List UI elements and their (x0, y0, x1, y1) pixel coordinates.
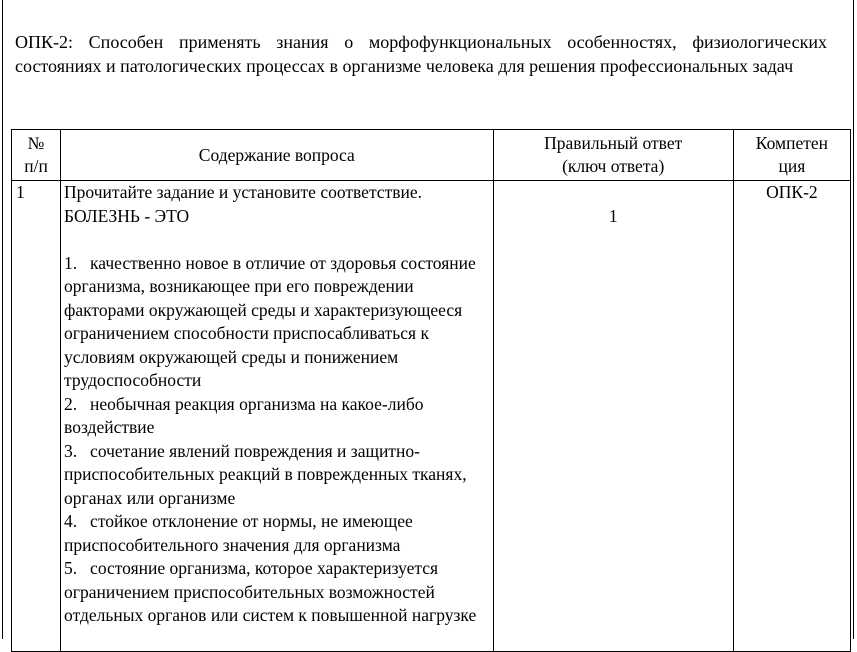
header-question: Содержание вопроса (61, 130, 494, 181)
option-item: 4. стойкое отклонение от нормы, не имеющее приспособительного значения для организма (64, 511, 413, 555)
question-content (61, 181, 494, 652)
competency-cell: ОПК-2 (733, 181, 850, 652)
question-table (11, 129, 851, 652)
option-item: 2. необычная реакция организма на какое-либо воздействие (64, 393, 424, 437)
header-number: № п/п (12, 130, 61, 181)
blank-line (64, 228, 493, 252)
competency-statement: ОПК-2: Способен применять знания о морфофункциональных особенностях, физиологических состояниях и патологических процессах в организме человека для решения профессиональных задач (15, 32, 827, 76)
row-number: 1 (12, 181, 61, 652)
option-item: 5. состояние организма, которое характеризуется ограничением приспособительных возможностей отдельных органов или систем к повышенной нагрузке (64, 558, 477, 625)
option-item: 1. качественно новое в отличие от здоровья состояние организма, возникающее при его повреждении факторами окружающей среды и характеризующееся ограничением способности приспосабливаться к условиям окружающей среды и понижением трудоспособности (64, 252, 476, 390)
answer-value: 1 (608, 205, 618, 226)
header-answer: Правильный ответ (ключ ответа) (493, 130, 733, 181)
table-header-row (12, 130, 851, 181)
option-item: 3. сочетание явлений повреждения и защитно-приспособительных реакций в поврежденных тканях, органах или организме (64, 440, 467, 508)
table-row (12, 181, 851, 652)
header-competency: Компетен ция (733, 130, 850, 181)
question-term: БОЛЕЗНЬ - ЭТО (64, 205, 190, 226)
answer-cell (493, 181, 733, 652)
question-instruction: Прочитайте задание и установите соответствие. (64, 182, 422, 202)
